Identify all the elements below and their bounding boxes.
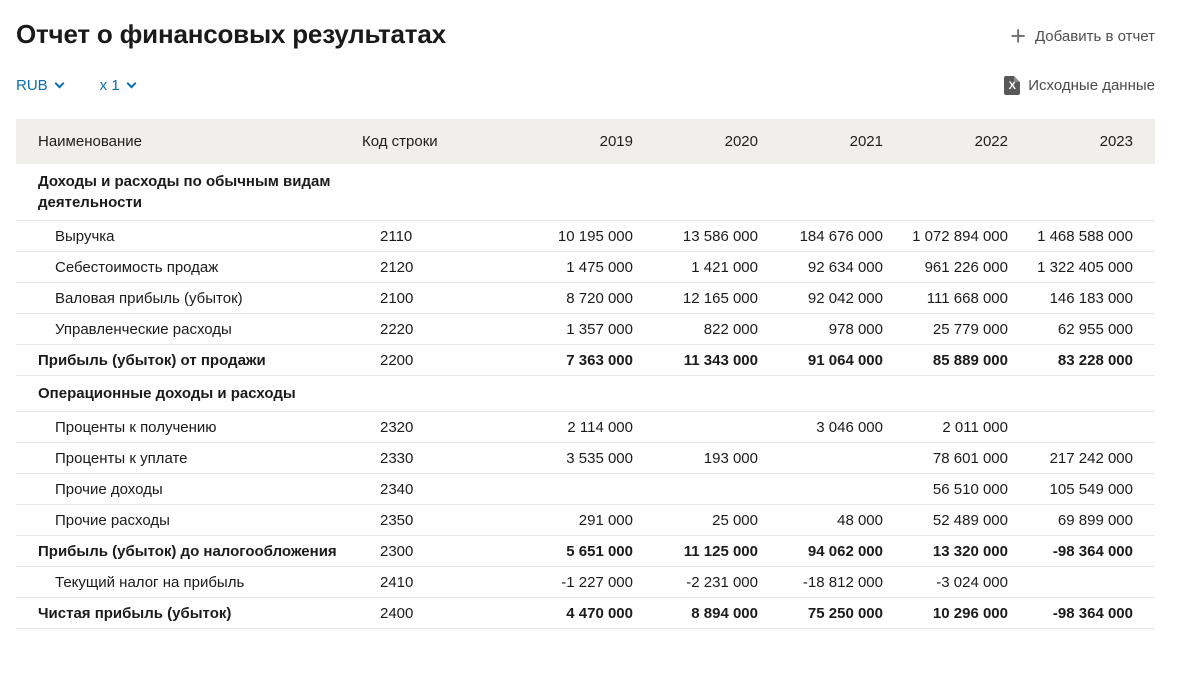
row-value-cell: 13 320 000 xyxy=(932,542,1008,560)
header-year-2023: 2023 xyxy=(1099,133,1133,150)
header-year-2019: 2019 xyxy=(599,133,633,150)
plus-icon: + xyxy=(1010,21,1026,51)
row-name: Валовая прибыль (убыток) xyxy=(55,289,243,307)
row-code-cell: 2350 xyxy=(380,511,414,529)
row-value-cell: 1 468 588 000 xyxy=(1037,227,1133,245)
row-value-cell: 105 549 000 xyxy=(1049,480,1133,498)
row-value-cell: 3 535 000 xyxy=(566,449,633,467)
row-name-cell xyxy=(16,481,362,498)
row-value-cell: -3 024 000 xyxy=(936,573,1008,591)
row-name-cell xyxy=(16,450,362,467)
row-value-cell: 7 363 000 xyxy=(566,351,633,369)
row-value-cell: 8 894 000 xyxy=(691,604,758,622)
row-code-cell: 2300 xyxy=(380,542,414,560)
table-row xyxy=(16,314,1155,345)
row-name-cell xyxy=(16,376,362,411)
multiplier-dropdown[interactable] xyxy=(100,77,135,94)
row-name-cell xyxy=(16,259,362,276)
row-value-cell: 78 601 000 xyxy=(932,449,1008,467)
row-value-cell: 83 228 000 xyxy=(1057,351,1133,369)
row-name-cell xyxy=(16,512,362,529)
row-value-cell: 92 634 000 xyxy=(807,258,883,276)
table-body xyxy=(16,164,1155,629)
row-value-cell: 56 510 000 xyxy=(932,480,1008,498)
row-name: Прибыль (убыток) от продажи xyxy=(38,351,266,369)
row-value-cell: 10 296 000 xyxy=(932,604,1008,622)
row-name: Доходы и расходы по обычным видам деятельности xyxy=(38,173,331,211)
excel-icon: X xyxy=(1004,76,1020,95)
row-code-cell: 2100 xyxy=(380,289,414,307)
header-line-code: Код строки xyxy=(362,133,438,150)
row-value-cell: 85 889 000 xyxy=(932,351,1008,369)
table-row xyxy=(16,505,1155,536)
row-name: Операционные доходы и расходы xyxy=(38,385,296,402)
row-name: Проценты к получению xyxy=(55,418,217,436)
row-value-cell: 1 357 000 xyxy=(566,320,633,338)
table-row xyxy=(16,443,1155,474)
add-to-report-label: Добавить в отчет xyxy=(1034,27,1155,45)
row-value-cell: 2 011 000 xyxy=(942,418,1008,436)
row-value-cell: 94 062 000 xyxy=(807,542,883,560)
currency-dropdown[interactable] xyxy=(16,77,63,94)
row-value-cell: 291 000 xyxy=(578,511,633,529)
row-name-cell xyxy=(16,352,362,369)
row-value-cell: 3 046 000 xyxy=(816,418,883,436)
row-code-cell: 2200 xyxy=(380,351,414,369)
row-value-cell: 184 676 000 xyxy=(799,227,883,245)
header-name: Наименование xyxy=(38,133,142,150)
row-name: Прочие расходы xyxy=(55,511,170,529)
row-code-cell: 2320 xyxy=(380,418,414,436)
row-value-cell: -98 364 000 xyxy=(1052,604,1133,622)
table-row xyxy=(16,536,1155,567)
row-value-cell: 91 064 000 xyxy=(807,351,883,369)
row-name-cell xyxy=(16,228,362,245)
row-name: Чистая прибыль (убыток) xyxy=(38,604,232,622)
row-value-cell: -98 364 000 xyxy=(1052,542,1133,560)
table-row xyxy=(16,598,1155,629)
row-code-cell: 2410 xyxy=(380,573,414,591)
row-name-cell xyxy=(16,605,362,622)
row-name: Прочие доходы xyxy=(55,480,163,498)
row-value-cell: 25 000 xyxy=(712,511,758,529)
row-value-cell: 217 242 000 xyxy=(1049,449,1133,467)
row-name: Проценты к уплате xyxy=(55,449,188,467)
table-row xyxy=(16,345,1155,376)
financial-table xyxy=(16,119,1155,629)
row-name: Себестоимость продаж xyxy=(55,258,219,276)
table-header-row xyxy=(16,119,1155,164)
row-value-cell: 8 720 000 xyxy=(566,289,633,307)
multiplier-value: x 1 xyxy=(99,77,120,94)
row-value-cell: 1 421 000 xyxy=(691,258,758,276)
row-value-cell: 1 072 894 000 xyxy=(912,227,1008,245)
row-value-cell: 92 042 000 xyxy=(807,289,883,307)
add-to-report-button[interactable] xyxy=(1010,21,1155,51)
header-year-2020: 2020 xyxy=(724,133,758,150)
row-value-cell: 2 114 000 xyxy=(567,418,633,436)
table-row xyxy=(16,221,1155,252)
row-value-cell: 5 651 000 xyxy=(566,542,633,560)
row-value-cell: 13 586 000 xyxy=(682,227,758,245)
row-name: Прибыль (убыток) до налогообложения xyxy=(38,542,337,560)
controls-row xyxy=(16,76,1200,95)
row-value-cell: 961 226 000 xyxy=(924,258,1008,276)
table-row xyxy=(16,412,1155,443)
row-value-cell: 822 000 xyxy=(703,320,758,338)
row-code-cell: 2400 xyxy=(380,604,414,622)
row-code-cell: 2110 xyxy=(380,227,413,245)
row-value-cell: 62 955 000 xyxy=(1057,320,1133,338)
table-row xyxy=(16,567,1155,598)
table-row xyxy=(16,252,1155,283)
table-row xyxy=(16,283,1155,314)
row-name: Текущий налог на прибыль xyxy=(55,573,245,591)
row-value-cell: 146 183 000 xyxy=(1049,289,1133,307)
table-row xyxy=(16,164,1155,221)
row-value-cell: 12 165 000 xyxy=(682,289,758,307)
row-value-cell: -1 227 000 xyxy=(561,573,633,591)
currency-value: RUB xyxy=(16,77,48,94)
row-value-cell: 1 475 000 xyxy=(566,258,633,276)
row-name-cell xyxy=(16,419,362,436)
row-name-cell xyxy=(16,321,362,338)
source-data-button[interactable] xyxy=(1004,76,1155,95)
row-name-cell xyxy=(16,164,362,220)
chevron-down-icon xyxy=(126,79,136,89)
row-value-cell: 1 322 405 000 xyxy=(1037,258,1133,276)
row-value-cell: 11 343 000 xyxy=(683,351,758,369)
table-row xyxy=(16,474,1155,505)
source-data-label: Исходные данные xyxy=(1028,77,1155,94)
row-name: Управленческие расходы xyxy=(55,320,232,338)
row-value-cell: -18 812 000 xyxy=(802,573,883,591)
row-value-cell: 193 000 xyxy=(703,449,758,467)
row-value-cell: 69 899 000 xyxy=(1057,511,1133,529)
row-value-cell: 111 668 000 xyxy=(926,289,1008,307)
row-value-cell: 75 250 000 xyxy=(807,604,883,622)
row-name: Выручка xyxy=(55,227,115,245)
row-value-cell: 4 470 000 xyxy=(566,604,633,622)
row-value-cell: 10 195 000 xyxy=(557,227,633,245)
row-code-cell: 2120 xyxy=(380,258,414,276)
row-value-cell: 25 779 000 xyxy=(932,320,1008,338)
row-name-cell xyxy=(16,290,362,307)
row-value-cell: 978 000 xyxy=(828,320,883,338)
table-row xyxy=(16,376,1155,412)
chevron-down-icon xyxy=(54,79,64,89)
header-year-2022: 2022 xyxy=(974,133,1008,150)
row-name-cell xyxy=(16,543,362,560)
page-header xyxy=(16,0,1200,50)
page-title: Отчет о финансовых результатах xyxy=(16,19,446,49)
row-value-cell: 52 489 000 xyxy=(932,511,1008,529)
row-code-cell: 2330 xyxy=(380,449,414,467)
row-value-cell: -2 231 000 xyxy=(686,573,758,591)
row-value-cell: 11 125 000 xyxy=(683,542,758,560)
header-year-2021: 2021 xyxy=(849,133,883,150)
row-value-cell: 48 000 xyxy=(837,511,883,529)
row-name-cell xyxy=(16,574,362,591)
row-code-cell: 2340 xyxy=(380,480,414,498)
row-code-cell: 2220 xyxy=(380,320,414,338)
